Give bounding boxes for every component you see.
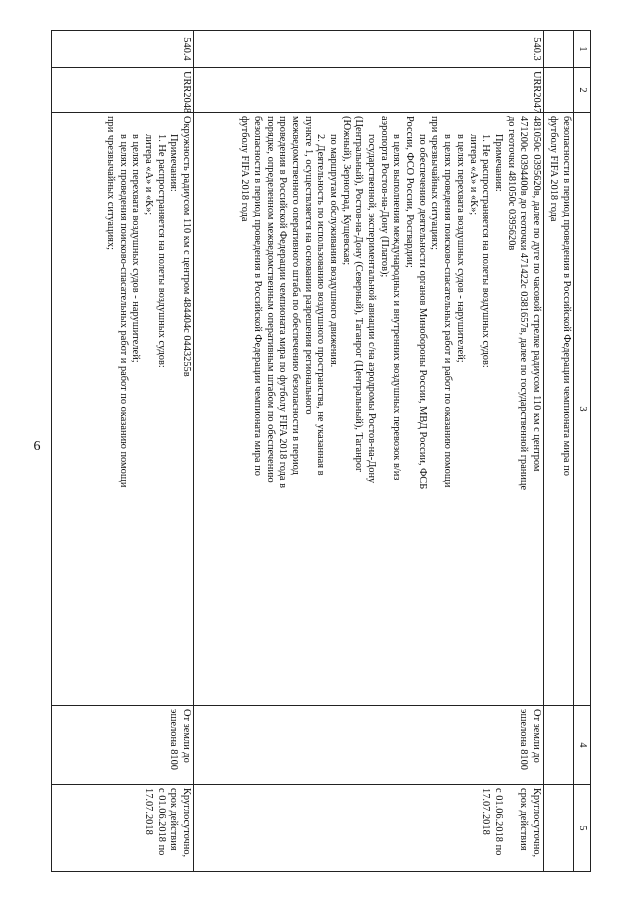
note-line: в целях перехвата воздушных судов - нарушителей; (130, 134, 142, 363)
altitude-limits-URR2047: От земли до эшелона 8100 (194, 706, 544, 785)
validity-line: Круглосуточно, (181, 788, 192, 858)
notes-heading: Примечания: (168, 134, 180, 192)
note-line: России, ФСО России, Росгвардии; (404, 116, 416, 268)
note-line: безопасности в период проведения в Российской Федерации чемпионата мира по (251, 116, 263, 476)
row-number-540-3: 540.3 (194, 31, 544, 68)
note-line: по маршрутам обслуживания воздушного движения. (328, 134, 339, 368)
table-header-row (574, 31, 591, 872)
validity-line: с 01.06.2018 по (492, 788, 504, 856)
note-line: по обеспечению деятельности органов Минобороны России, МВД России, ФСБ (416, 134, 428, 490)
airspace-restrictions-table (51, 30, 591, 872)
description-line: до геоточки 481050с 0395620в (505, 116, 517, 251)
header-col-5: 5 (574, 785, 591, 872)
validity-period-URR2047 (194, 785, 544, 872)
table-row-540-3 (194, 31, 544, 872)
row0-text-line: безопасности в период проведения в Российской Федерации чемпионата мира по (561, 116, 572, 476)
description-line: Окружность радиусом 110 км с центром 484404с 0443255в (181, 116, 192, 377)
validity-line: 17.07.2018 (142, 788, 154, 835)
validity-line: с 01.06.2018 по (155, 788, 167, 856)
validity-period-URR2048 (52, 785, 194, 872)
zone-code-URR2047: URR2047 (194, 68, 544, 113)
row0-text-line: футболу FIFA 2018 года (548, 116, 560, 222)
row0-col5 (544, 785, 574, 872)
header-col-1: 1 (574, 31, 591, 68)
row0-col3 (544, 113, 574, 706)
zone-description-URR2048 (52, 113, 194, 706)
note-line: при чрезвычайных ситуациях; (104, 116, 116, 251)
header-col-4: 4 (574, 706, 591, 785)
table-row-540-4 (52, 31, 194, 872)
note-line: аэропорта Ростов-на-Дону (Платов); (378, 116, 390, 278)
notes-heading: Примечания: (492, 134, 504, 192)
note-line: в целях проведения поисково-спасательных работ и работ по оказанию помощи (442, 134, 454, 488)
rotated-table-container (51, 30, 591, 872)
table-row-continuation (544, 31, 574, 872)
validity-line: срок действия (168, 788, 180, 851)
row-number-540-4: 540.4 (52, 31, 194, 68)
note-line: футболу FIFA 2018 года (239, 116, 251, 222)
zone-code-URR2048: URR2048 (52, 68, 194, 113)
note-line: пункте 1, осуществляется на основании разрешения регионального (302, 116, 314, 415)
note-line: (Южный), Зерноград, Кущевская; (340, 116, 352, 266)
altitude-limits-URR2048: От земли до эшелона 8100 (52, 706, 194, 785)
row0-col1 (544, 31, 574, 68)
note-line: в целях проведения поисково-спасательных работ и работ по оказанию помощи (117, 134, 129, 488)
note-line: порядке, определенном межведомственным оперативным штабом по обеспечению (264, 116, 276, 483)
validity-line (504, 788, 517, 868)
validity-line: Круглосуточно, (531, 788, 542, 858)
description-line: 471200с 0394400в до геоточки 471422с 0381657в, далее по государственной границе (518, 116, 530, 491)
row0-col2 (544, 68, 574, 113)
note-line: в целях перехвата воздушных судов - нарушителей; (454, 134, 466, 363)
note-line: 1. Не распространяется на полеты воздушных судов: (155, 134, 167, 368)
note-line: при чрезвычайных ситуациях; (429, 116, 441, 251)
note-line: литера «А» и «К»; (142, 134, 154, 216)
note-line: государственной, экспериментальной авиации с/на аэродромы Ростов-на-Дону (366, 134, 378, 484)
validity-line: 17.07.2018 (480, 788, 492, 835)
note-line: межведомственного оперативного штаба по обеспечению безопасности в период (289, 116, 301, 475)
page-number: 6 (33, 439, 41, 454)
note-line: 1. Не распространяется на полеты воздушных судов: (480, 134, 492, 368)
note-line: проведения в Российской Федерации чемпионата мира по футболу FIFA 2018 года в (277, 116, 289, 489)
note-line: в целях выполнения международных и внутренних воздушных перевозок в/из (391, 134, 403, 481)
description-line: 481050с 0395620в, далее по дуге по часовой стрелке радиусом 110 км с центром (531, 116, 542, 472)
header-col-2: 2 (574, 68, 591, 113)
note-line: 2. Деятельность по использованию воздушного пространства, не указанная в (315, 134, 327, 476)
validity-line: срок действия (518, 788, 530, 851)
header-col-3: 3 (574, 113, 591, 706)
note-line: литера «А» и «К»; (467, 134, 479, 216)
row0-col4 (544, 706, 574, 785)
zone-description-URR2047 (194, 113, 544, 706)
note-line: (Центральный), Ростов-на-Дону (Северный), Таганрог (Центральный), Таганрог (353, 116, 365, 473)
